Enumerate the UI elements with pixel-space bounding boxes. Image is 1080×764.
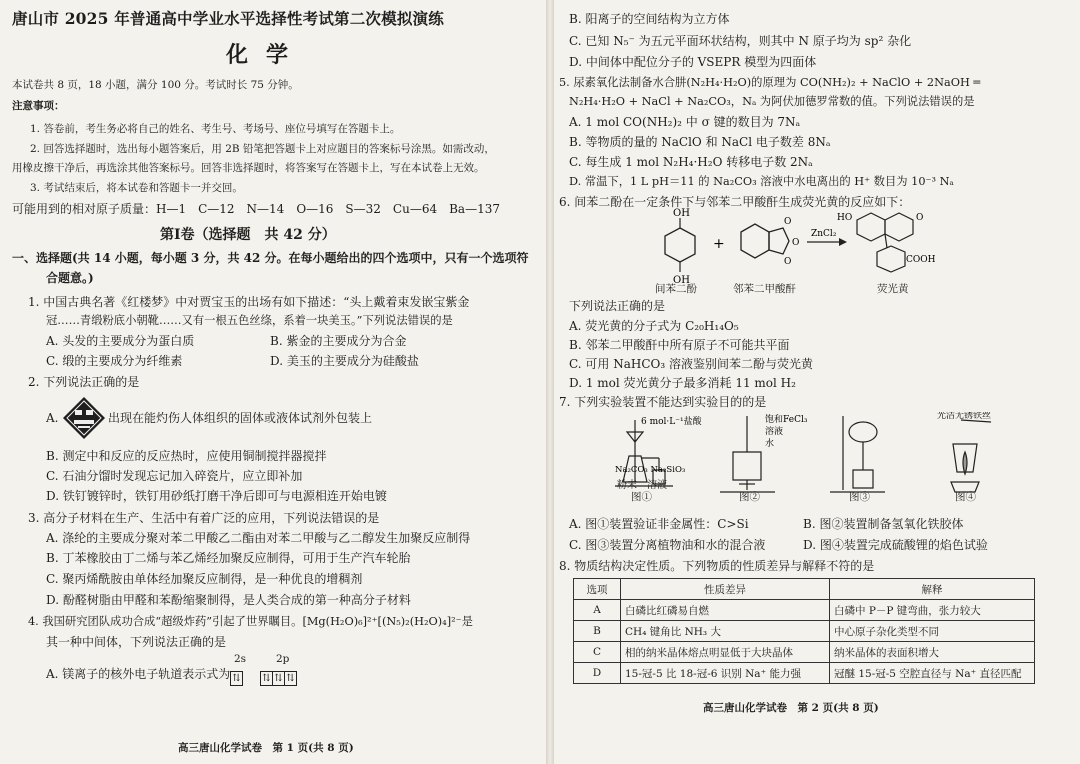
q2-option-a-label: A. [46,411,59,425]
section-instructions-b: 合题意。) [46,271,94,285]
figure-3-caption: 图③ [849,491,870,503]
part1-heading: 第Ⅰ卷（选择题 共 42 分） [160,227,336,243]
q5-option-d: D. 常温下，1 L pH＝11 的 Na₂CO₃ 溶液中水电离出的 H⁺ 数目为 10⁻³ Nₐ [569,175,954,188]
q6-caption-fluorescein: 荧光黄 [877,283,909,295]
notice-item-2a: 2. 回答选择题时，选出每小题答案后，用 2B 铅笔把答题卡上对应题目的答案标号涂黑。如需改动， [30,143,495,155]
q3-option-a: A. 涤纶的主要成分聚对苯二甲酸乙二酯由对苯二甲酸与乙二醇发生加聚反应制得 [46,531,471,545]
apparatus-4 [951,420,991,492]
q3-option-d: D. 酚醛树脂由甲醛和苯酚缩聚制得，是人类合成的第一种高分子材料 [46,593,411,607]
q6-option-b: B. 邻苯二甲酸酐中所有原子不可能共平面 [569,338,790,352]
q6-option-c: C. 可用 NaHCO₃ 溶液鉴别间苯二酚与荧光黄 [569,357,813,371]
table-header-row [574,579,1035,600]
q2-stem: 2. 下列说法正确的是 [28,375,140,389]
exam-title: 唐山市 2025 年普通高中学业水平选择性考试第二次模拟演练 [12,9,444,28]
q6-caption-anhydride: 邻苯二甲酸酐 [733,283,796,295]
page-2-footer: 高三唐山化学试卷 第 2 页(共 8 页) [703,702,879,714]
iron-wire-label: 光洁无锈铁丝 [937,412,992,421]
corrosive-hazard-icon [62,396,106,440]
page-1-footer: 高三唐山化学试卷 第 1 页(共 8 页) [178,742,354,754]
q6-ask: 下列说法正确的是 [569,299,666,313]
q5-stem-a: 5. 尿素氧化法制备水合肼(N₂H₄·H₂O)的原理为 CO(NH₂)₂ + NaClO + 2NaOH ═ [559,76,981,89]
solution-label: 溶液 [765,427,784,437]
q8-stem: 8. 物质结构决定性质。下列物质的性质差异与解释不符的是 [559,559,875,573]
carbonate-silicate-label: Na₂CO₃ Na₂SiO₃ [615,465,686,475]
figure-2-caption: 图② [739,491,760,503]
notice-title: 注意事项： [12,100,65,112]
q7-option-c: C. 图③装置分离植物油和水的混合液 [569,538,766,552]
q1-option-a: A. 头发的主要成分为蛋白质 [46,334,195,348]
apparatus-3 [830,416,885,492]
table-cell: B [574,621,621,642]
q6-stem: 6. 间苯二酚在一定条件下与邻苯二甲酸酐生成荧光黄的反应如下： [559,195,911,209]
q4-stem-b: 其一种中间体，下列说法正确的是 [46,635,227,649]
table-cell: 白磷比红磷易自燃 [621,600,830,621]
table-cell: C [574,642,621,663]
q7-option-d: D. 图④装置完成硫酸锂的焰色试验 [803,538,988,552]
q6-option-a: A. 荧光黄的分子式为 C₂₀H₁₄O₅ [569,319,739,333]
q6-caption-resorcinol: 间苯二酚 [655,283,697,295]
q2-option-d: D. 铁钉镀锌时，铁钉用砂纸打磨干净后即可与电源相连开始电镀 [46,489,387,503]
water-label: 水 [765,439,775,449]
q5-option-b: B. 等物质的量的 NaClO 和 NaCl 电子数差 8Nₐ [569,135,831,149]
fluorescein-reaction-scheme [635,206,935,288]
resorcinol-oh-bottom: OH [673,275,690,286]
fluorescein-cooh: COOH [906,255,935,265]
anhydride-o-bottom: O [784,257,792,267]
table-header-cell: 性质差异 [621,579,830,600]
figure-4-caption: 图④ [955,491,976,503]
q7-stem: 7. 下列实验装置不能达到实验目的的是 [559,395,767,409]
q2-option-b: B. 测定中和反应的反应热时，应使用铜制搅拌器搅拌 [46,449,327,463]
table-header-cell: 选项 [574,579,621,600]
q2-option-a: 出现在能灼伤人体组织的固体或液体试剂外包装上 [108,411,373,425]
figure-1-caption: 图① [631,491,652,503]
table-row [574,642,1035,663]
q5-option-c: C. 每生成 1 mol N₂H₄·H₂O 转移电子数 2Nₐ [569,155,813,169]
atomic-masses: 可能用到的相对原子质量：H—1 C—12 N—14 O—16 S—32 Cu—64 Ba—137 [12,202,500,216]
q7-option-b: B. 图②装置制备氢氧化铁胶体 [803,517,964,531]
section-instructions-a: 一、选择题(共 14 小题，每小题 3 分，共 42 分。在每小题给出的四个选项中，只有一个选项符 [12,251,529,265]
table-cell: A [574,600,621,621]
q1-stem-a: 1. 中国古典名著《红楼梦》中对贾宝玉的出场有如下描述：“头上戴着束发嵌宝紫金 [28,295,470,309]
table-row [574,600,1035,621]
svg-text:+: + [713,236,725,252]
table-cell: 中心原子杂化类型不同 [830,621,1035,642]
q3-option-c: C. 聚丙烯酰胺由单体经加聚反应制得，是一种优良的增稠剂 [46,572,363,586]
anhydride-o-ring: O [792,238,800,248]
table-row [574,663,1035,684]
q7-apparatus-figures [615,412,1035,498]
q1-option-b: B. 紫金的主要成分为合金 [270,334,407,348]
q4-stem-a: 4. 我国研究团队成功合成“超级炸药”引起了世界瞩目。[Mg(H₂O)₆]²⁺[(N₅)₂(H₂O)₄]²⁻是 [28,615,473,628]
q3-stem: 3. 高分子材料在生产、生活中有着广泛的应用，下列说法错误的是 [28,511,380,525]
fluorescein-o: O [916,213,924,223]
table-cell: CH₄ 键角比 NH₃ 大 [621,621,830,642]
table-cell: 白磷中 P－P 键弯曲，张力较大 [830,600,1035,621]
table-row [574,621,1035,642]
orbital-diagram: ⇅ ⇅ ⇅ ⇅ [230,666,296,686]
q7-option-a: A. 图①装置验证非金属性：C>Si [569,517,749,531]
q4-option-d: D. 中间体中配位分子的 VSEPR 模型为四面体 [569,55,817,69]
page-2 [555,0,1075,764]
table-header-cell: 解释 [830,579,1035,600]
fluorescein-ho: HO [837,213,853,223]
exam-info: 本试卷共 8 页，18 小题，满分 100 分。考试时长 75 分钟。 [12,79,299,91]
q5-option-a: A. 1 mol CO(NH₂)₂ 中 σ 键的数目为 7Nₐ [569,115,801,129]
q4-option-a: A. 镁离子的核外电子轨道表示式为 [46,667,231,681]
binding-gutter [546,0,554,764]
ferric-chloride-label: 饱和FeCl₃ [765,415,808,425]
q6-option-d: D. 1 mol 荧光黄分子最多消耗 11 mol H₂ [569,376,796,390]
q1-option-d: D. 美玉的主要成分为硅酸盐 [270,354,419,368]
resorcinol-oh-top: OH [673,208,690,219]
notice-item-2b: 用橡皮擦干净后，再选涂其他答案标号。回答非选择题时，将答案写在答题卡上，写在本试卷上无效。 [12,162,485,174]
notice-item-1: 1. 答卷前，考生务必将自己的姓名、考生号、考场号、座位号填写在答题卡上。 [30,123,401,135]
q1-stem-b: 冠……青缎粉底小朝靴……又有一根五色丝绦，系着一块美玉。”下列说法错误的是 [46,314,453,327]
q4-option-b: B. 阳离子的空间结构为立方体 [569,12,730,26]
hydrochloric-acid-label: 6 mol·L⁻¹盐酸 [641,417,702,427]
table-cell: 冠醚 15-冠-5 空腔直径与 Na⁺ 直径匹配 [830,663,1035,684]
orbital-2s-label: 2s [234,653,247,665]
table-cell: 相的纳米晶体熔点明显低于大块晶体 [621,642,830,663]
q8-table [573,578,1035,684]
orbital-2p-label: 2p [276,653,290,665]
table-cell: D [574,663,621,684]
table-cell: 15-冠-5 比 18-冠-6 识别 Na⁺ 能力强 [621,663,830,684]
q2-option-c: C. 石油分馏时发现忘记加入碎瓷片，应立即补加 [46,469,303,483]
q4-option-c: C. 已知 N₅⁻ 为五元平面环状结构，则其中 N 原子均为 sp² 杂化 [569,34,912,48]
powder-solution-label: 粉末 溶液 [617,480,667,491]
q1-option-c: C. 缎的主要成分为纤维素 [46,354,183,368]
subject-title: 化学 [226,42,307,68]
reaction-catalyst: ZnCl₂ [811,229,837,239]
table-cell: 纳米晶体的表面积增大 [830,642,1035,663]
notice-item-3: 3. 考试结束后，将本试卷和答题卡一并交回。 [30,182,243,194]
anhydride-o-top: O [784,217,792,227]
q5-stem-b: N₂H₄·H₂O + NaCl + Na₂CO₃，Nₐ 为阿伏加德罗常数的值。下列说法错误的是 [569,95,975,108]
q3-option-b: B. 丁苯橡胶由丁二烯与苯乙烯经加聚反应制得，可用于生产汽车轮胎 [46,551,411,565]
